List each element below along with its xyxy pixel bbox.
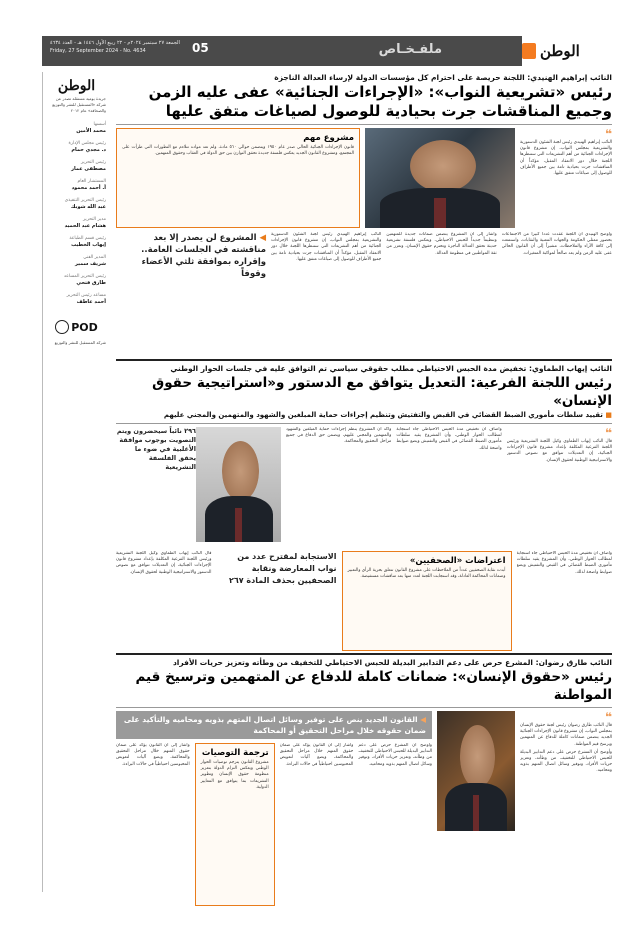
story-2: [116, 363, 612, 651]
staff-name: محمد الأمين: [76, 128, 106, 134]
story2-sub-text: تقييد سلطات مأموري الضبط القضائي في القبض والتفتيش وتنظيم إجراءات حماية المبلغين والشهود والمتهمين والمجني عليهم: [163, 411, 603, 419]
story1-headline-1: رئيس «تشريعية النواب»: «الإجراءات الجنائية» عفى عليه الزمن: [148, 83, 612, 101]
story2-col-e: [116, 551, 212, 651]
story2-quote-text: ٢٩٦ نائباً سيحضرون ويتم التصويت بوجوب موافقة الأغلبية في ضوء ما يحقق الفلسفة التشريعية: [116, 427, 197, 471]
story2-quote-box: [116, 427, 196, 472]
staff-name: د. مجدي حمام: [71, 147, 106, 153]
story2-col-mid: وأضاف أن تخفيض مدة الحبس الاحتياطي جاء استجابة لمطالب الحوار الوطني، وأن المشروع يقيد سلطات مأموري الضبط القضائي في القبض والتفتيش ويضع ضوابط واضحة لذلك.: [396, 427, 502, 451]
portrait-tie: [434, 198, 446, 228]
section-name: ملفـخـاص: [378, 42, 442, 57]
story-1: [116, 72, 612, 357]
story2-box: [342, 551, 512, 651]
story2-photo: [196, 427, 281, 542]
story3-highlight-text: القانون الجديد ينص على توفير وسائل اتصال المتهم بذويه ومحاميه والتأكيد على ضمان حقوقه خلال مراحل التحقيق أو المحاكمة: [123, 715, 426, 735]
story3-col-a: [520, 711, 612, 906]
story2-sub: [116, 410, 612, 420]
story3-bottom-cols: [116, 743, 432, 906]
staff-name: أ. أحمد محمود: [71, 185, 106, 191]
story1-col-c: [271, 232, 381, 352]
staff-role: مدير التحرير: [82, 217, 106, 222]
issue-date: [50, 39, 190, 55]
story2-col-right: قال النائب إيهاب الطماوي وكيل اللجنة التشريعية ورئيس اللجنة الفرعية المكلفة بإعداد مشروع قانون الإجراءات الجنائية، إن التعديلات تتوافق مع نصوص الدستور والاستراتيجية الوطنية لحقوق الإنسان.: [506, 439, 612, 463]
story1-col-left: وأشار إلى أن المشروع يتضمن ضمانات جديدة للمتهمين وتنظيماً جديداً للحبس الاحتياطي، ويعكس فلسفة تشريعية حديثة تحقق العدالة الناجزة وتحترم حقوق الإنسان، وتعزز من ثقة المواطنين في منظومة العدالة.: [386, 232, 497, 256]
staff-name: هشام عبد الحميد: [64, 223, 106, 229]
story1-pull-quote: [116, 232, 266, 280]
staff-role: رئيس قسم الطباعة: [69, 236, 106, 241]
staff-role: المدير الفني: [83, 255, 106, 260]
pod-label: POD: [71, 320, 98, 334]
divider-2: [116, 653, 612, 655]
staff-role: أسسها: [93, 122, 106, 127]
triangle-bullet-icon: ◀: [256, 233, 267, 243]
story3-kicker: النائب طارق رضوان: المشرع حرص على دعم التدابير البديلة للحبس الاحتياطي للتخفيف من وطأته وتعزيز حريات الأفراد: [172, 658, 612, 667]
staff-role: المستشار العام: [77, 179, 106, 184]
story2-box-title: اعتراضات «الصحفيين»: [409, 556, 506, 566]
issue-date-ar: الجمعة ٢٧ سبتمبر ٢٠٢٤م - ٢٢ ربيع الأول ١٤٤٦ هـ - العدد ٤٦٣٤: [50, 40, 180, 46]
quote-mark-icon-3: ❝: [604, 711, 612, 724]
story1-col-b: [386, 232, 496, 352]
triangle-bullet-icon-2: ◀: [417, 715, 426, 724]
story3-box-title: ترجمة التوصيات: [201, 748, 269, 758]
page-number: 05: [192, 41, 209, 55]
story2-col-left: وأكد أن المشروع ينظم إجراءات حماية المبلغين والشهود والمتهمين والمجني عليهم، ويضمن حق الدفاع في جميع مراحل التحقيق والمحاكمة.: [286, 427, 392, 445]
staff-list: [47, 122, 106, 306]
story3-col-left: وأشار إلى أن القانون يؤكد على ضمان حقوق المتهم خلال مراحل التحقيق والمحاكمة، ويضع آليات لتعويض المحبوسين احتياطياً في حالات البراءة.: [279, 743, 354, 767]
story3-col-right-2: وأوضح أن المشرع حرص على دعم التدابير البديلة للحبس الاحتياطي للتخفيف من وطأته، وتعزيز حريات الأفراد، وتوفير وسائل اتصال المتهم بذويه ومحاميه.: [520, 749, 612, 774]
masthead: [42, 36, 612, 66]
story3-col-left-2: وأشار إلى أن القانون يؤكد على ضمان حقوق المتهم خلال مراحل التحقيق والمحاكمة، ويضع آليات لتعويض المحبوسين احتياطياً في حالات البراءة.: [115, 743, 190, 767]
story2-pull-text: الاستجابة لمقترح عدد من نواب المعارضة ونقابة الصحفيين بحذف المادة ٢٦٧: [228, 552, 337, 585]
staff-role: رئيس مجلس الإدارة: [68, 141, 106, 146]
story1-kicker: النائب إبراهيم الهنيدي: اللجنة حريصة على احترام كل مؤسسات الدولة لإرساء العدالة الناجزة: [274, 73, 612, 82]
staff-name: طارق فتحي: [76, 280, 106, 286]
portrait2-face: [222, 441, 259, 501]
story2-box-text: أبدت نقابة الصحفيين عدداً من الملاحظات على مشروع القانون تتعلق بحرية الرأي والتعبير وضمانات المحاكمة العادلة، وقد استجابت اللجنة لعدد منها بعد مناقشات مستفيضة.: [347, 568, 506, 580]
story1-col-right: النائب إبراهيم الهنيدي رئيس لجنة الشئون الدستورية والتشريعية بمجلس النواب، إن مشروع قانون الإجراءات الجنائية من أهم التشريعات التي ستنظرها اللجنة خلال دور الانعقاد المقبل، مؤكداً أن المناقشات جرت بحيادية تامة بين جميع الأطراف للوصول إلى صياغات متفق عليها.: [520, 140, 612, 177]
staff-role: رئيس التحرير: [80, 160, 106, 165]
story-3: [116, 657, 612, 897]
newspaper-logo[interactable]: [522, 36, 612, 66]
story1-box-text: قانون الإجراءات الجنائية الحالي صدر عام ١٩٥٠ ويتضمن حوالي ٥٦٠ مادة، ولم تعد مواده تتلاءم مع التطورات التي طرأت على المجتمع، ومشروع القانون الجديد يعكس فلسفة جديدة تحقق التوازن بين حق الدولة في العقاب وحقوق المتهمين.: [122, 145, 354, 157]
story3-headline: رئيس «حقوق الإنسان»: ضمانات كاملة للدفاع عن المتهمين وترسيخ قيم المواطنة: [135, 669, 612, 703]
divider-1: [116, 359, 612, 361]
staff-role: مساعد رئيس التحرير: [66, 293, 106, 298]
staff-name: شريف سمير: [74, 261, 106, 267]
story3-rule: [116, 707, 612, 708]
story2-rule: [116, 423, 612, 424]
portrait3-face: [460, 725, 494, 787]
story1-intro: [520, 128, 612, 228]
issue-date-en: Friday, 27 September 2024 - No. 4634: [50, 48, 146, 54]
story2-col-a: [507, 427, 612, 547]
story2-col-b: [396, 427, 501, 547]
story2-headline: رئيس اللجنة الفرعية: التعديل يتوافق مع الدستور و«استراتيجية حقوق الإنسان»: [152, 375, 612, 409]
sidebar-tagline: جريدة يومية مستقلة تصدر عن شركة «المستقبل للنشر والتوزيع والصحافة» عام ٢٠١٢: [52, 96, 106, 113]
story2-col-c: [286, 427, 391, 547]
story2-col-right-2: قال النائب إيهاب الطماوي وكيل اللجنة التشريعية ورئيس اللجنة الفرعية المكلفة بإعداد مشروع قانون الإجراءات الجنائية، إن التعديلات تتوافق مع نصوص الدستور والاستراتيجية الوطنية لحقوق الإنسان.: [116, 551, 212, 575]
pod-circle-icon: [55, 320, 69, 334]
portrait-face: [410, 140, 476, 192]
story3-col-d: [116, 743, 190, 906]
story3-col-b: [358, 743, 432, 906]
story3-box-text: مشروع القانون يترجم توصيات الحوار الوطني ويعكس التزام الدولة بتعزيز منظومة حقوق الإنسان وتطوير التشريعات بما يتوافق مع المعايير الدولية.: [200, 760, 269, 790]
story1-pull-text: المشروع لن يصدر إلا بعد مناقشته في الجلسات العامة.. وإقراره بموافقة ثلثي الأعضاء وقوفاً: [141, 233, 267, 279]
staff-name: أحمد عاطف: [76, 299, 106, 305]
story2-col-d: [517, 551, 613, 651]
staff-sidebar: [42, 72, 110, 892]
sidebar-brand: الوطن: [57, 78, 96, 94]
story1-pull-wrap: [116, 232, 266, 352]
quote-mark-icon: ❝: [604, 128, 612, 141]
story3-col-c: [280, 743, 354, 906]
story1-col-a: [502, 232, 612, 352]
story1-photo: [365, 128, 515, 228]
portrait3-tie: [473, 795, 479, 831]
staff-name: عبد الله شوبك: [70, 204, 106, 210]
story1-box-title: مشروع مهم: [303, 133, 354, 143]
story1-col-right-2: النائب إبراهيم الهنيدي رئيس لجنة الشئون الدستورية والتشريعية بمجلس النواب، إن مشروع قانون الإجراءات الجنائية من أهم التشريعات التي ستنظرها اللجنة خلال دور الانعقاد المقبل، مؤكداً أن المناقشات جرت بحيادية تامة بين جميع الأطراف للوصول إلى صياغات متفق عليها.: [271, 232, 382, 262]
portrait2-tie: [235, 508, 242, 543]
logo-text: الوطن: [540, 42, 580, 60]
quote-mark-icon-2: ❝: [604, 427, 612, 440]
story3-box: [195, 743, 275, 906]
story1-headline-2: وجميع المناقشات جرت بحيادية للوصول لصياغات متفق عليها: [165, 102, 612, 120]
story3-col-mid: وأوضح أن المشرع حرص على دعم التدابير البديلة للحبس الاحتياطي للتخفيف من وطأته، وتعزيز حريات الأفراد، وتوفير وسائل اتصال المتهم بذويه ومحاميه.: [358, 743, 432, 767]
story1-rule: [116, 124, 612, 125]
story2-kicker: النائب إيهاب الطماوي: تخفيض مدة الحبس الاحتياطي مطلب حقوقي سياسي تم التوافق عليه في جلسات الحوار الوطني: [170, 364, 612, 373]
main-content: [116, 72, 612, 898]
pod-logo: [47, 320, 106, 334]
story3-photo: [437, 711, 515, 831]
staff-name: إيهاب الخطيب: [71, 242, 106, 248]
staff-name: مصطفى عمار: [71, 166, 106, 172]
story3-right-area: [116, 711, 432, 906]
story2-pull-wrap: [217, 551, 337, 651]
logo-mark-icon: [522, 43, 536, 59]
story3-highlight: [116, 711, 432, 739]
staff-role: رئيس التحرير التنفيذي: [64, 198, 106, 203]
pod-note: شركة المستقبل للنشر والتوزيع: [54, 340, 106, 345]
story2-pull-quote: [217, 551, 337, 587]
staff-role: رئيس التحرير المساعد: [63, 274, 106, 279]
square-bullet-icon: ■: [602, 411, 612, 419]
story2-photo-block: [116, 427, 281, 547]
story3-col-right: قال النائب طارق رضوان رئيس لجنة حقوق الإنسان بمجلس النواب، إن مشروع قانون الإجراءات الجنائية الجديد يتضمن ضمانات كاملة للدفاع عن المتهمين ويرسخ قيم المواطنة.: [520, 723, 612, 747]
story2-col-mid-2: وأضاف أن تخفيض مدة الحبس الاحتياطي جاء استجابة لمطالب الحوار الوطني، وأن المشروع يقيد سلطات مأموري الضبط القضائي في القبض والتفتيش ويضع ضوابط واضحة لذلك.: [516, 551, 612, 575]
story1-col-mid: وأوضح الهنيدي أن اللجنة عقدت عدداً كبيراً من الاجتماعات بحضور ممثلي الحكومة والجهات المعنية والنقابات، واستمعت إلى كافة الآراء والملاحظات، مشيراً إلى أن القانون الحالي عفى عليه الزمن ولم يعد صالحاً لمواكبة المتغيرات.: [501, 232, 612, 256]
story1-box: [116, 128, 360, 228]
